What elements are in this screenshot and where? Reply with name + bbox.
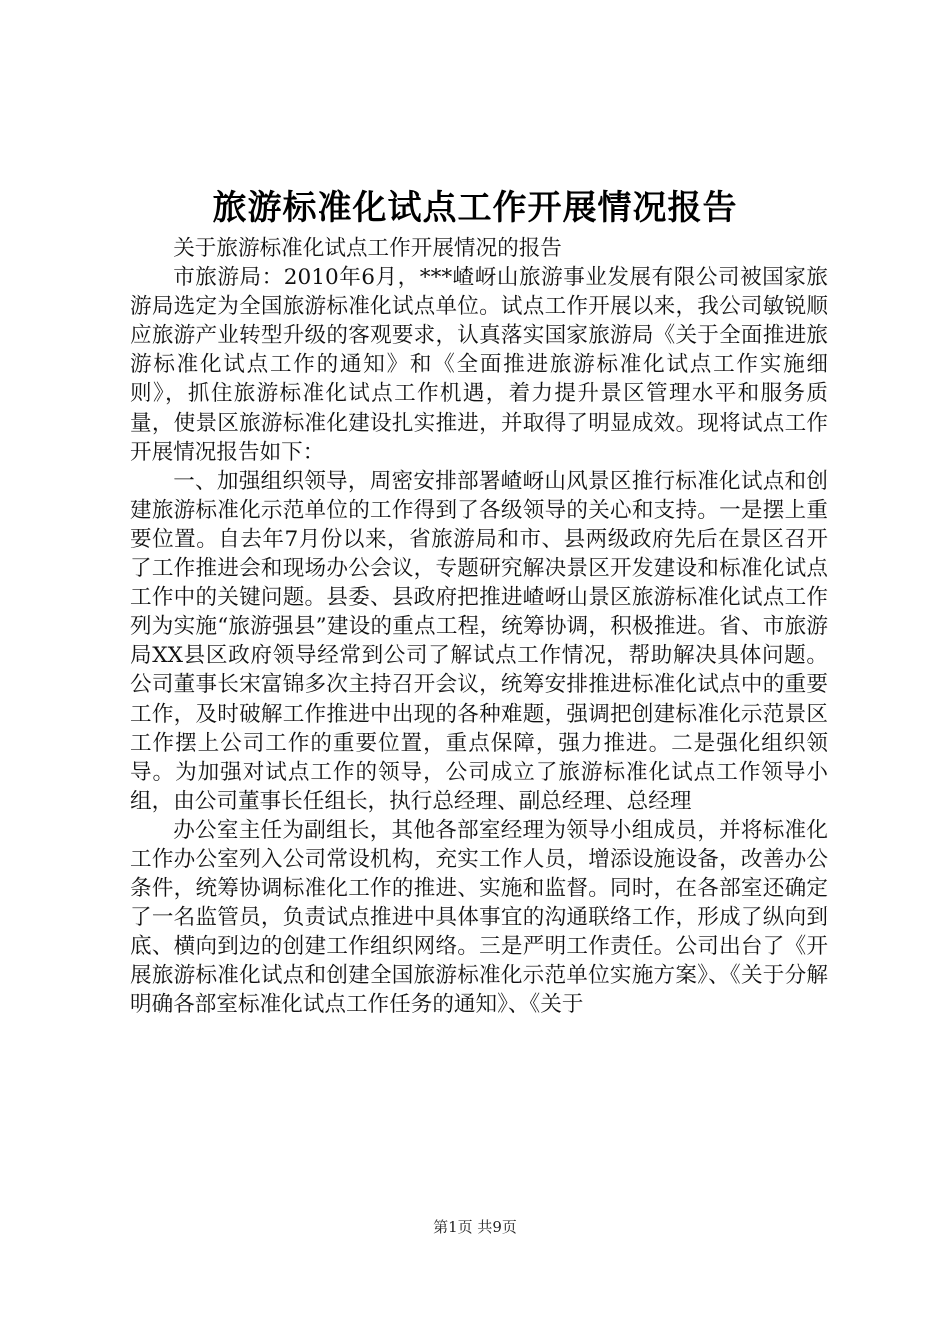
- document-body: [130, 234, 828, 1020]
- page-footer: 第1页 共9页: [433, 1218, 517, 1236]
- paragraph-section-one: 一、加强组织领导，周密安排部署嵖岈山风景区推行标准化试点和创建旅游标准化示范单位的工作得到了各级领导的关心和支持。一是摆上重要位置。自去年7月份以来，省旅游局和市、县两级政府先后在景区召开了工作推进会和现场办公会议，专题研究解决景区开发建设和标准化试点工作中的关键问题。县委、县政府把推进嵖岈山景区旅游标准化试点工作列为实施“旅游强县”建设的重点工程，统筹协调，积极推进。省、市旅游局XX县区政府领导经常到公司了解试点工作情况，帮助解决具体问题。公司董事长宋富锦多次主持召开会议，统筹安排推进标准化试点中的重要工作，及时破解工作推进中出现的各种难题，强调把创建标准化示范景区工作摆上公司工作的重要位置，重点保障，强力推进。二是强化组织领导。为加强对试点工作的领导，公司成立了旅游标准化试点工作领导小组，由公司董事长任组长，执行总经理、副总经理、总经理: [130, 468, 828, 814]
- paragraph-report-heading: 关于旅游标准化试点工作开展情况的报告: [173, 236, 562, 261]
- paragraph-intro: 市旅游局：2010年6月，***嵖岈山旅游事业发展有限公司被国家旅游局选定为全国旅游标准化试点单位。试点工作开展以来，我公司敏锐顺应旅游产业转型升级的客观要求，认真落实国家旅游局《关于全面推进旅游标准化试点工作的通知》和《全面推进旅游标准化试点工作实施细则》，抓住旅游标准化试点工作机遇，着力提升景区管理水平和服务质量，使景区旅游标准化建设扎实推进，并取得了明显成效。现将试点工作开展情况报告如下：: [130, 265, 828, 465]
- paragraph-continuation: 办公室主任为副组长，其他各部室经理为领导小组成员，并将标准化工作办公室列入公司常设机构，充实工作人员，增添设施设备，改善办公条件，统筹协调标准化工作的推进、实施和监督。同时，在各部室还确定了一名监管员，负责试点推进中具体事宜的沟通联络工作，形成了纵向到底、横向到边的创建工作组织网络。三是严明工作责任。公司出台了《开展旅游标准化试点和创建全国旅游标准化示范单位实施方案》、《关于分解明确各部室标准化试点工作任务的通知》、《关于: [130, 817, 828, 1018]
- document-title: 旅游标准化试点工作开展情况报告: [212, 188, 738, 228]
